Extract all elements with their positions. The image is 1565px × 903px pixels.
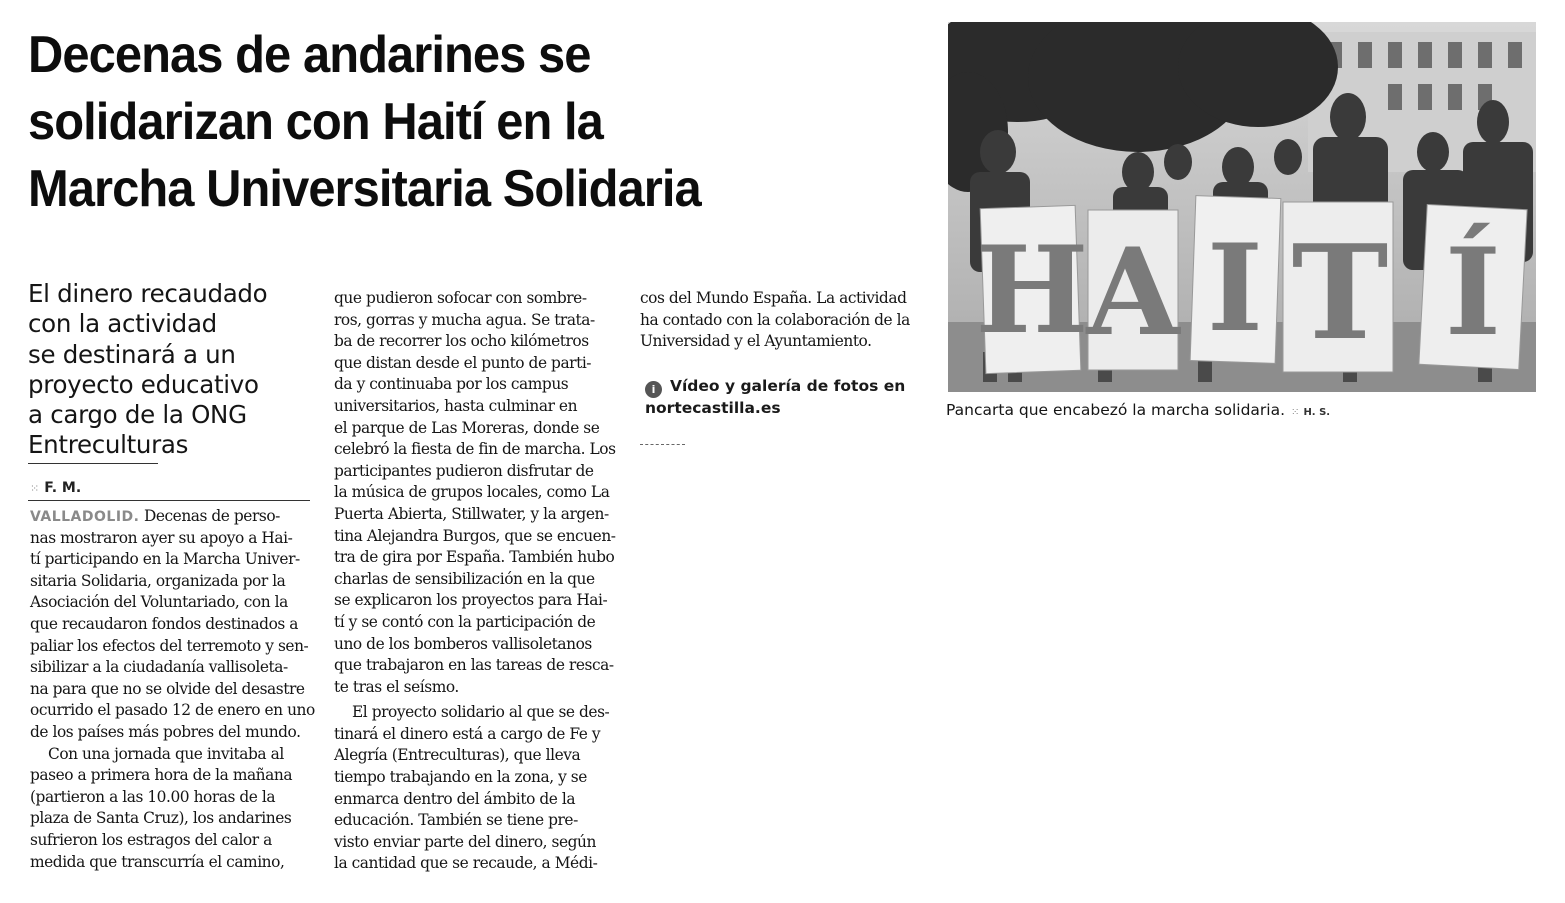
- article-line: tinará el dinero está a cargo de Fe y: [334, 724, 601, 743]
- article-line: na para que no se olvide del desastre: [30, 679, 305, 698]
- news-photo: [948, 22, 1536, 392]
- promo-link[interactable]: nortecastilla.es: [645, 399, 781, 417]
- article-line: que recaudaron fondos destinados a: [30, 614, 299, 633]
- article-line: de los países más pobres del mundo.: [30, 722, 301, 741]
- subheadline: [28, 279, 328, 461]
- article-line: que pudieron sofocar con sombre-: [334, 289, 587, 307]
- article-line: nas mostraron ayer su apoyo a Hai-: [30, 528, 293, 547]
- article-line: paseo a primera hora de la mañana: [30, 766, 293, 785]
- article-column-2: [334, 288, 618, 875]
- subheadline-line: Entreculturas: [28, 430, 189, 460]
- article-line: visto enviar parte del dinero, según: [334, 832, 596, 851]
- article-line: te tras el seísmo.: [334, 677, 459, 696]
- article-line: tra de gira por España. También hubo: [334, 548, 615, 567]
- article-line: se explicaron los proyectos para Hai-: [334, 591, 608, 610]
- subheadline-line: se destinará a un: [28, 339, 236, 369]
- article-line: ocurrido el pasado 12 de enero en uno: [30, 701, 315, 720]
- subheadline-line: a cargo de la ONG: [28, 400, 247, 430]
- article-line: educación. También se tiene pre-: [334, 811, 578, 830]
- subheadline-line: proyecto educativo: [28, 369, 259, 399]
- promo-line: [645, 376, 905, 398]
- photo-credit: [1291, 407, 1330, 418]
- article-line: ba de recorrer los ocho kilómetros: [334, 332, 589, 351]
- article-line: ha contado con la colaboración de la: [640, 310, 910, 329]
- article-line: universitarios, hasta culminar en: [334, 396, 578, 415]
- article-column-3: [640, 288, 928, 353]
- article-line: Universidad y el Ayuntamiento.: [640, 332, 872, 351]
- article-line: participantes pudieron disfrutar de: [334, 461, 594, 480]
- article-line: plaza de Santa Cruz), los andarines: [30, 809, 292, 828]
- promo-divider: [640, 444, 685, 445]
- promo-text: Vídeo y galería de fotos en: [670, 377, 906, 395]
- headline-line: solidarizan con Haití en la: [28, 93, 603, 151]
- article-line: sibilizar a la ciudadanía vallisoleta-: [30, 658, 288, 677]
- byline: [30, 480, 81, 496]
- article-line: celebró la fiesta de fin de marcha. Los: [334, 440, 616, 459]
- article-line: paliar los efectos del terremoto y sen-: [30, 636, 309, 655]
- banner-letter-i-accent: Í: [1444, 222, 1502, 363]
- article-line: cos del Mundo España. La actividad: [640, 289, 907, 307]
- article-line: da y continuaba por los campus: [334, 375, 569, 394]
- article-line-text: Decenas de perso-: [143, 507, 280, 525]
- bullet-dots-icon: ⁙: [1291, 407, 1300, 418]
- banner-letter-i: I: [1206, 218, 1264, 359]
- article-line: tina Alejandra Burgos, que se encuen-: [334, 526, 616, 545]
- article-line: charlas de sensibilización en la que: [334, 569, 595, 588]
- banner-letter-a: A: [1086, 222, 1180, 363]
- headline: [28, 22, 874, 223]
- article-line: que distan desde el punto de parti-: [334, 353, 592, 372]
- byline-divider: [28, 500, 310, 501]
- caption-text: Pancarta que encabezó la marcha solidaria.: [946, 401, 1286, 419]
- headline-line: Decenas de andarines se: [28, 26, 591, 84]
- web-promo[interactable]: [645, 376, 905, 419]
- headline-line: Marcha Universitaria Solidaria: [28, 160, 701, 218]
- article-line: [30, 506, 312, 528]
- byline-author: F. M.: [44, 480, 82, 496]
- photo-caption: [946, 401, 1330, 419]
- article-column-1: [30, 506, 315, 873]
- article-line: uno de los bomberos vallisoletanos: [334, 634, 592, 653]
- article-line: la música de grupos locales, como La: [334, 483, 610, 502]
- banner-letter-t: T: [1291, 216, 1389, 369]
- article-line: enmarca dentro del ámbito de la: [334, 789, 576, 808]
- subheadline-divider: [28, 463, 158, 464]
- article-line: sitaria Solidaria, organizada por la: [30, 571, 286, 590]
- subheadline-line: El dinero recaudado: [28, 279, 268, 308]
- article-line: Con una jornada que invitaba al: [48, 744, 284, 763]
- article-line: medida que transcurría el camino,: [30, 852, 285, 871]
- article-line: el parque de Las Moreras, donde se: [334, 418, 600, 437]
- article-line: tí y se contó con la participación de: [334, 612, 596, 631]
- article-line: tiempo trabajando en la zona, y se: [334, 768, 587, 787]
- article-line: tí participando en la Marcha Univer-: [30, 550, 300, 569]
- article-line: Puerta Abierta, Stillwater, y la argen-: [334, 504, 609, 523]
- article-line: ros, gorras y mucha agua. Se trata-: [334, 310, 595, 329]
- article-line: Alegría (Entreculturas), que lleva: [334, 746, 581, 765]
- article-line: sufrieron los estragos del calor a: [30, 830, 272, 849]
- article-line: que trabajaron en las tareas de resca-: [334, 656, 614, 675]
- article-line: la cantidad que se recaude, a Médi-: [334, 854, 598, 873]
- subheadline-line: con la actividad: [28, 309, 217, 339]
- photo-credit-text: H. S.: [1303, 407, 1331, 418]
- article-line: El proyecto solidario al que se des-: [352, 703, 610, 722]
- article-line: (partieron a las 10.00 horas de la: [30, 787, 276, 806]
- banner-letter-h: H: [975, 220, 1089, 361]
- dateline: VALLADOLID.: [30, 509, 140, 525]
- info-icon: i: [645, 381, 662, 398]
- bullet-dots-icon: ⁙: [30, 482, 40, 495]
- article-line: Asociación del Voluntariado, con la: [30, 593, 288, 612]
